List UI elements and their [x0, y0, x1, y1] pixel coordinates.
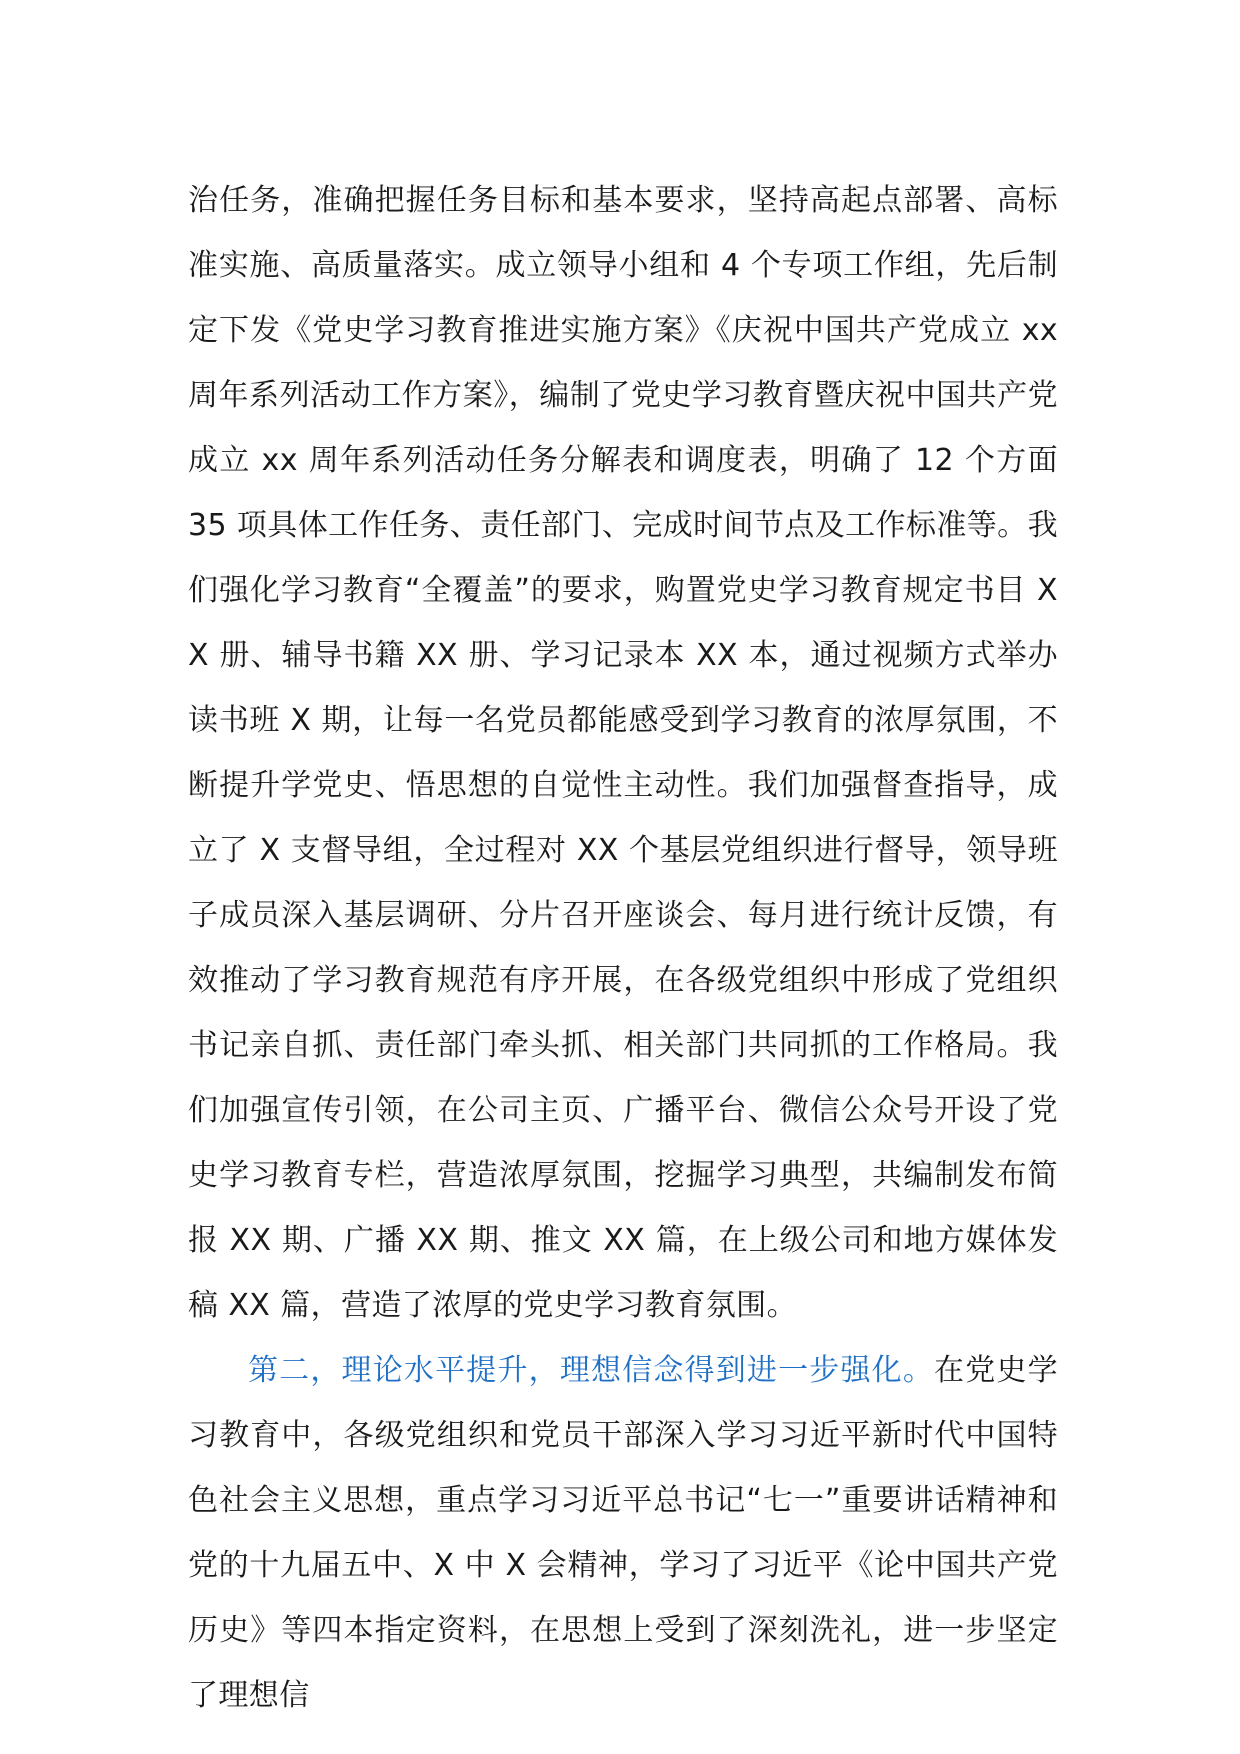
paragraph-1 [188, 168, 1058, 1338]
section-heading: 第二，理论水平提升，理想信念得到进一步强化。 [248, 1353, 935, 1388]
body-text [188, 168, 1058, 1728]
paragraph-2 [188, 1338, 1058, 1728]
paragraph-1-text: 治任务，准确把握任务目标和基本要求，坚持高起点部署、高标准实施、高质量落实。成立领导小组和 4 个专项工作组，先后制定下发《党史学习教育推进实施方案》《庆祝中国共产党成立 xx 周年系列活动工作方案》，编制了党史学习教育暨庆祝中国共产党成立 xx 周年系列活动任务分解表和调度表，明确了 12 个方面 35 项具体工作任务、责任部门、完成时间节点及工作标准等。我们强化学习教育“全覆盖”的要求，购置党史学习教育规定书目 XX 册、辅导书籍 XX 册、学习记录本 XX 本，通过视频方式举办读书班 X 期，让每一名党员都能感受到学习教育的浓厚氛围，不断提升学党史、悟思想的自觉性主动性。我们加强督查指导，成立了 X 支督导组，全过程对 XX 个基层党组织进行督导，领导班子成员深入基层调研、分片召开座谈会、每月进行统计反馈，有效推动了学习教育规范有序开展，在各级党组织中形成了党组织书记亲自抓、责任部门牵头抓、相关部门共同抓的工作格局。我们加强宣传引领，在公司主页、广播平台、微信公众号开设了党史学习教育专栏，营造浓厚氛围，挖掘学习典型，共编制发布简报 XX 期、广播 XX 期、推文 XX 篇，在上级公司和地方媒体发稿 XX 篇，营造了浓厚的党史学习教育氛围。 [188, 183, 1058, 1323]
paragraph-2-text: 在党史学习教育中，各级党组织和党员干部深入学习习近平新时代中国特色社会主义思想，重点学习习近平总书记“七一”重要讲话精神和党的十九届五中、X 中 X 会精神，学习了习近平《论中国共产党历史》等四本指定资料，在思想上受到了深刻洗礼，进一步坚定了理想信 [188, 1353, 1058, 1713]
